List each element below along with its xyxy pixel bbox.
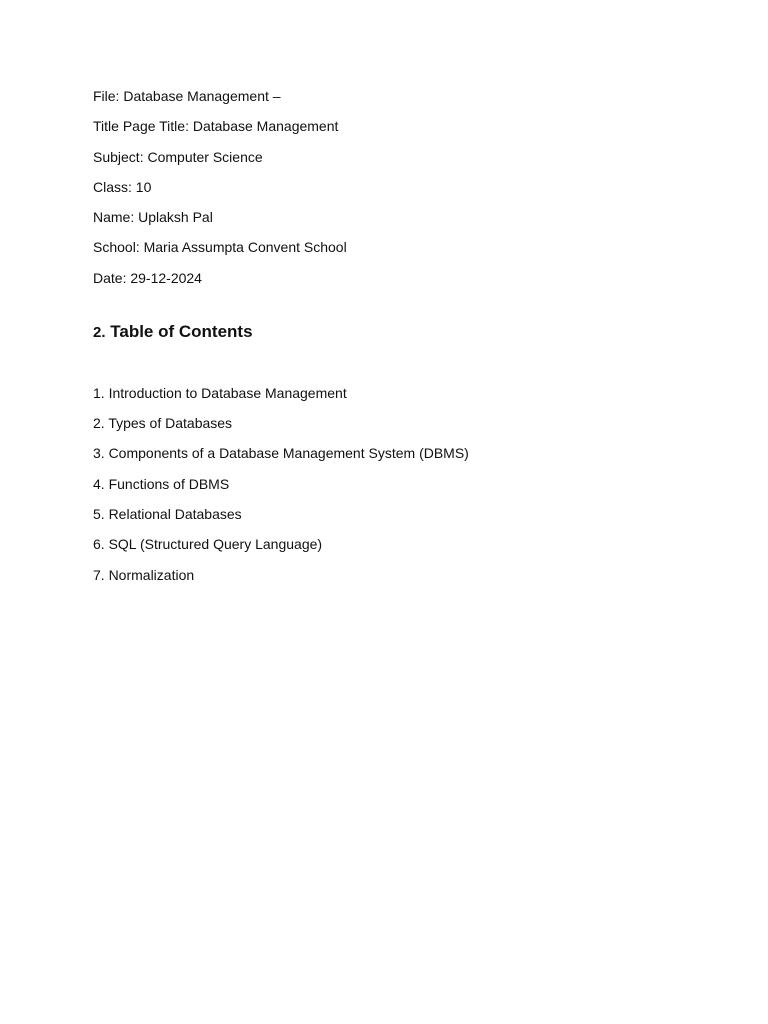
document-page [93, 86, 713, 595]
toc-list [93, 383, 713, 585]
toc-item: 6. SQL (Structured Query Language) [93, 536, 323, 553]
title-page-block [93, 86, 713, 288]
subject-line: Subject: Computer Science [93, 148, 263, 165]
class-line: Class: 10 [93, 178, 152, 195]
toc-item: 3. Components of a Database Management System (DBMS) [93, 445, 469, 462]
toc-heading-number: 2. [93, 323, 106, 341]
toc-heading [93, 320, 713, 345]
toc-item: 5. Relational Databases [93, 505, 242, 522]
title-line: Title Page Title: Database Management [93, 118, 339, 135]
toc-item: 1. Introduction to Database Management [93, 384, 347, 401]
toc-item: 7. Normalization [93, 566, 195, 583]
name-line: Name: Uplaksh Pal [93, 209, 213, 226]
toc-heading-text: Table of Contents [110, 321, 253, 341]
school-line: School: Maria Assumpta Convent School [93, 239, 347, 256]
date-line: Date: 29-12-2024 [93, 269, 202, 286]
toc-item: 4. Functions of DBMS [93, 475, 230, 492]
toc-item: 2. Types of Databases [93, 415, 233, 432]
file-line: File: Database Management – [93, 88, 281, 104]
